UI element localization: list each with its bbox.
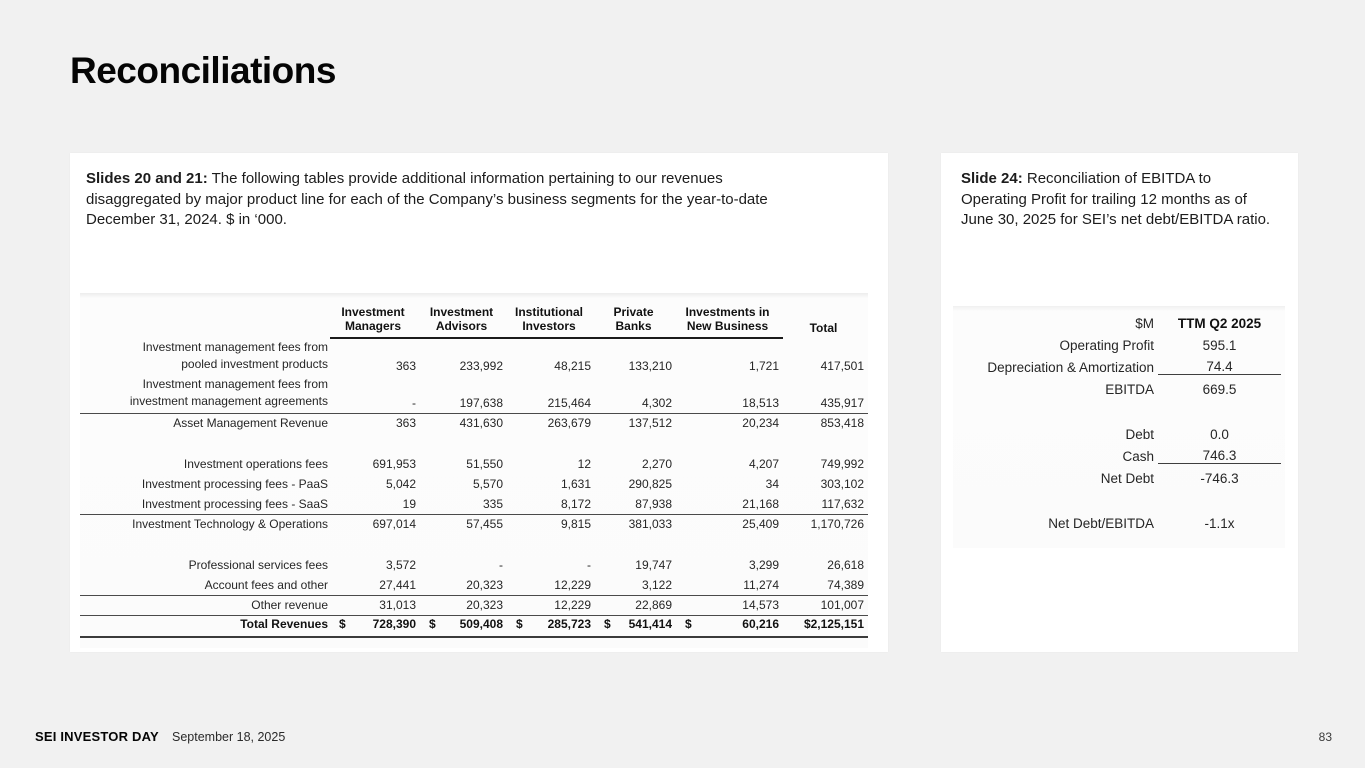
table-row [80, 339, 868, 376]
cell-value: 74.4 [1158, 359, 1281, 375]
table-cell: 27,441 [379, 578, 416, 592]
currency-symbol: $ [685, 617, 692, 631]
table-cell: 20,323 [466, 578, 503, 592]
table-row [953, 467, 1285, 489]
table-cell: 57,455 [466, 517, 503, 531]
table-cell: 22,869 [635, 598, 672, 612]
row-label [80, 376, 330, 410]
revenue-table-header [80, 293, 868, 339]
table-row [80, 555, 868, 575]
table-row [953, 445, 1285, 467]
table-cell: 5,570 [472, 477, 503, 491]
table-cell: 215,464 [547, 396, 591, 410]
table-cell: 853,418 [820, 416, 864, 430]
table-cell: 25,409 [742, 517, 779, 531]
table-row [80, 376, 868, 413]
table-cell: 21,168 [742, 497, 779, 511]
table-cell: 18,513 [742, 396, 779, 410]
table-cell: 34 [765, 477, 779, 491]
table-cell: 1,721 [748, 359, 779, 373]
ebitda-intro-lead: Slide 24: [961, 170, 1023, 187]
column-header-line: Managers [344, 319, 402, 333]
table-cell [676, 617, 783, 631]
table-row [953, 334, 1285, 356]
table-cell: 697,014 [372, 517, 416, 531]
table-cell: 233,992 [459, 359, 503, 373]
column-header [783, 321, 868, 339]
column-header-line: Advisors [435, 319, 488, 333]
table-cell: 117,632 [821, 497, 864, 511]
table-row [80, 615, 868, 638]
table-row [953, 356, 1285, 378]
table-row [80, 575, 868, 595]
table-cell: 1,170,726 [810, 517, 864, 531]
row-label: Net Debt/EBITDA [1048, 515, 1154, 531]
row-label-line: Investment management fees from [142, 340, 328, 354]
table-cell: 9,815 [560, 517, 591, 531]
column-header-line: Investors [522, 319, 576, 333]
column-header [420, 305, 507, 339]
row-label: Professional services fees [188, 558, 328, 572]
table-cell [330, 617, 420, 631]
table-cell: 435,917 [820, 396, 864, 410]
cell-value: -1.1x [1204, 515, 1235, 531]
row-label: Investment operations fees [183, 457, 328, 471]
table-cell: 2,270 [641, 457, 672, 471]
table-row [80, 474, 868, 494]
cell-value: 746.3 [1158, 448, 1281, 464]
page-title: Reconciliations [70, 50, 336, 91]
table-cell: 381,033 [628, 517, 672, 531]
table-cell: 12,229 [554, 578, 591, 592]
row-label-line: pooled investment products [181, 357, 328, 371]
table-cell: 749,992 [820, 457, 864, 471]
ebitda-intro [961, 169, 1279, 231]
revenue-intro-text: The following tables provide additional information pertaining to our revenues disaggregated by major product line for each of the Company’s business segments for the year-to-date December 31, 2024. $ in ‘000. [86, 170, 768, 228]
table-cell: 101,007 [820, 598, 864, 612]
row-label: Net Debt [1100, 470, 1154, 486]
table-cell: 197,638 [459, 396, 503, 410]
row-label: Total Revenues [240, 617, 328, 631]
table-cell: 3,299 [748, 558, 779, 572]
column-header-line: Institutional [515, 305, 583, 319]
table-row [80, 534, 868, 555]
ebitda-table-header [953, 312, 1285, 334]
cell-value: 60,216 [742, 617, 779, 631]
table-cell: 133,210 [628, 359, 672, 373]
table-cell: $2,125,151 [803, 617, 864, 631]
row-label-line: Investment management fees from [142, 377, 328, 391]
table-cell: 31,013 [379, 598, 416, 612]
table-row [80, 494, 868, 514]
table-cell: 26,618 [827, 558, 864, 572]
table-cell: 417,501 [820, 359, 864, 373]
table-row [953, 423, 1285, 445]
table-cell: 3,572 [385, 558, 416, 572]
table-cell: 691,953 [372, 457, 416, 471]
row-label: Asset Management Revenue [173, 416, 328, 430]
table-cell [507, 617, 595, 631]
revenue-table [80, 293, 868, 648]
row-label: Investment processing fees - SaaS [141, 497, 328, 511]
table-row [80, 433, 868, 454]
table-cell: - [587, 558, 591, 572]
table-cell: 263,679 [547, 416, 591, 430]
table-cell: 431,630 [459, 416, 503, 430]
table-cell: 20,323 [466, 598, 503, 612]
cell-value: 509,408 [459, 617, 503, 631]
ebitda-intro-text: Reconciliation of EBITDA to Operating Profit for trailing 12 months as of June 30, 2025 for SEI’s net debt/EBITDA ratio. [961, 170, 1271, 228]
table-cell [420, 617, 507, 631]
column-header-line: Investment [429, 305, 494, 319]
table-row [80, 413, 868, 433]
table-row [80, 454, 868, 474]
row-label: EBITDA [1105, 381, 1154, 397]
table-cell: 12 [577, 457, 591, 471]
row-label: Other revenue [251, 598, 328, 612]
currency-symbol: $ [429, 617, 436, 631]
column-header [676, 305, 783, 339]
table-cell: 4,302 [641, 396, 672, 410]
column-header [595, 305, 676, 339]
row-label [80, 339, 330, 373]
row-label: Debt [1125, 426, 1154, 442]
cell-value: -746.3 [1200, 470, 1239, 486]
column-header-line: Total [809, 321, 838, 335]
table-cell: 87,938 [635, 497, 672, 511]
table-row [953, 512, 1285, 534]
row-label-line: investment management agreements [129, 394, 328, 408]
table-row [80, 595, 868, 615]
column-header [507, 305, 595, 339]
currency-symbol: $ [339, 617, 346, 631]
cell-value: 595.1 [1202, 337, 1237, 353]
table-cell: 48,215 [554, 359, 591, 373]
column-header [330, 305, 420, 339]
footer-date: September 18, 2025 [172, 730, 286, 744]
table-row [953, 489, 1285, 512]
table-cell: 4,207 [748, 457, 779, 471]
column-header-line: Investments in [685, 305, 770, 319]
ebitda-card [941, 153, 1298, 652]
column-header-line: Banks [615, 319, 652, 333]
table-cell: 14,573 [742, 598, 779, 612]
cell-value: 728,390 [372, 617, 416, 631]
page-number: 83 [1318, 730, 1332, 744]
table-cell: 12,229 [554, 598, 591, 612]
table-cell: 19,747 [635, 558, 672, 572]
currency-symbol: $ [516, 617, 523, 631]
table-cell: 335 [482, 497, 503, 511]
table-cell: 19 [402, 497, 416, 511]
revenue-intro [86, 169, 778, 231]
table-cell: 11,274 [743, 578, 779, 592]
cell-value: 0.0 [1210, 426, 1229, 442]
table-cell: 363 [395, 359, 416, 373]
column-header-line: New Business [686, 319, 769, 333]
cell-value: 285,723 [547, 617, 591, 631]
row-label: Account fees and other [204, 578, 328, 592]
table-cell: - [412, 396, 416, 410]
row-label: Cash [1122, 448, 1154, 464]
revenue-intro-lead: Slides 20 and 21: [86, 170, 208, 187]
column-header-line: Private [613, 305, 654, 319]
cell-value: 669.5 [1202, 381, 1237, 397]
row-label: Operating Profit [1059, 337, 1154, 353]
table-row [953, 378, 1285, 400]
table-cell: 137,512 [628, 416, 672, 430]
table-cell: 8,172 [560, 497, 591, 511]
table-cell: 303,102 [820, 477, 864, 491]
table-cell: 1,631 [560, 477, 591, 491]
currency-symbol: $ [604, 617, 611, 631]
footer-brand: SEI INVESTOR DAY [35, 729, 159, 744]
table-cell: 290,825 [628, 477, 672, 491]
revenue-card [70, 153, 888, 652]
table-row [80, 514, 868, 534]
table-cell: 5,042 [385, 477, 416, 491]
row-label: Depreciation & Amortization [987, 359, 1154, 375]
column-header-line: Investment [341, 305, 405, 319]
table-cell: 51,550 [466, 457, 503, 471]
row-label: Investment processing fees - PaaS [141, 477, 328, 491]
table-row [953, 400, 1285, 423]
table-cell: 20,234 [742, 416, 779, 430]
ebitda-table [953, 306, 1285, 548]
cell-value: 541,414 [628, 617, 672, 631]
table-cell: 363 [395, 416, 416, 430]
table-cell: 3,122 [641, 578, 672, 592]
row-label: Investment Technology & Operations [132, 517, 328, 531]
table-cell [595, 617, 676, 631]
column-header: $M [1135, 315, 1154, 331]
table-cell: 74,389 [827, 578, 864, 592]
table-cell: - [499, 558, 503, 572]
column-header: TTM Q2 2025 [1177, 315, 1262, 331]
